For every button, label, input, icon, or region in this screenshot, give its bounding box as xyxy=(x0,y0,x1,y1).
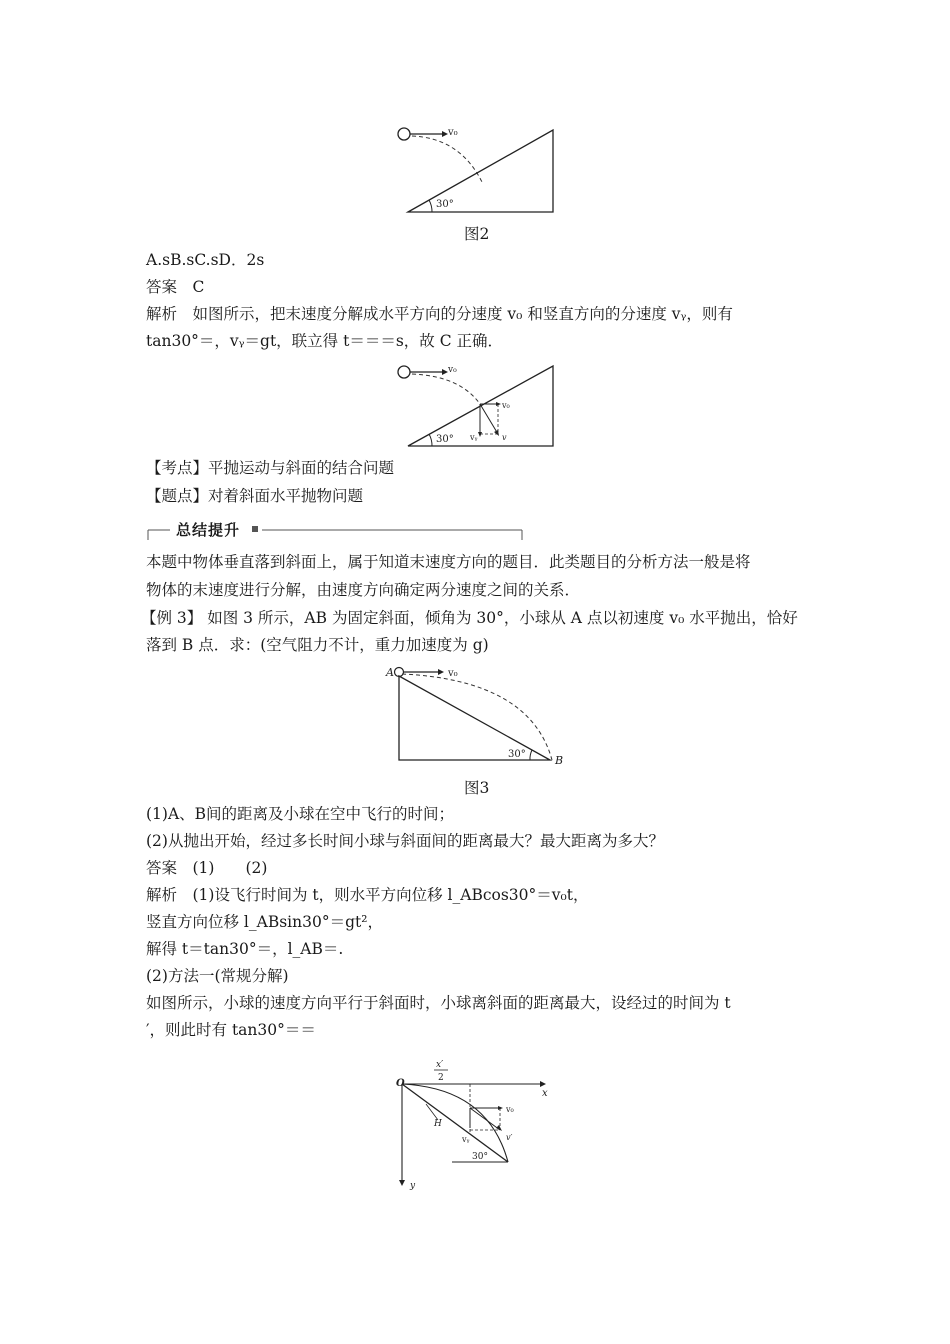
figure-2-caption: 图2 xyxy=(464,225,490,243)
answer-2: 答案 (1) (2) xyxy=(146,859,268,877)
kaodian-tag: 【考点】平抛运动与斜面的结合问题 xyxy=(146,459,395,477)
figure-3 xyxy=(380,662,570,770)
angle-label: 30° xyxy=(508,749,526,760)
y-axis-label: y xyxy=(410,1181,416,1191)
question-2: (2)从抛出开始，经过多长时间小球与斜面间的距离最大？最大距离为多大？ xyxy=(146,832,664,850)
angle-label: 30° xyxy=(472,1152,488,1162)
solution-line-5: 如图所示，小球的速度方向平行于斜面时，小球离斜面的距离最大，设经过的时间为 t xyxy=(146,994,731,1012)
solution-line-3: 解得 t＝tan30°＝，l_AB＝. xyxy=(146,940,344,958)
fraction-denominator: 2 xyxy=(438,1073,444,1083)
tidian-tag: 【题点】对着斜面水平抛物问题 xyxy=(146,487,364,505)
figure-3-caption: 图3 xyxy=(464,779,490,797)
v-prime-label: v′ xyxy=(506,1133,513,1142)
v0-label: v₀ xyxy=(448,365,457,375)
summary-title: 总结提升 xyxy=(176,521,241,539)
analysis-line-1: 解析 如图所示，把末速度分解成水平方向的分速度 v₀ 和竖直方向的分速度 vᵧ，则有 xyxy=(146,305,733,323)
solution-line-6: ′，则此时有 tan30°＝＝ xyxy=(146,1021,316,1039)
origin-label: O xyxy=(396,1078,405,1089)
example-3-line-1: 【例 3】 如图 3 所示，AB 为固定斜面，倾角为 30°，小球从 A 点以初速度 v₀ 水平抛出，恰好 xyxy=(141,609,798,627)
x-axis-label: x xyxy=(542,1088,548,1099)
solution-line-4: (2)方法一(常规分解) xyxy=(146,967,289,985)
solution-line-1: 解析 (1)设飞行时间为 t，则水平方向位移 l_ABcos30°＝v₀t， xyxy=(146,886,589,904)
fraction-numerator: x′ xyxy=(436,1060,444,1070)
analysis-line-2: tan30°＝，vᵧ＝gt，联立得 t＝＝＝s，故 C 正确． xyxy=(146,332,503,350)
angle-label: 30° xyxy=(436,434,454,445)
figure-2 xyxy=(390,120,570,220)
v0-label: v₀ xyxy=(448,668,458,679)
figure-velocity-decomposition xyxy=(390,358,570,453)
solution-line-2: 竖直方向位移 l_ABsin30°＝gt²， xyxy=(146,913,383,931)
v-label: v xyxy=(502,433,507,442)
point-a-label: A xyxy=(386,666,394,679)
v0-label: v₀ xyxy=(506,1105,514,1114)
v0-label: v₀ xyxy=(448,127,458,138)
figure-4 xyxy=(388,1058,563,1196)
vy-label: vᵧ xyxy=(462,1135,470,1144)
vy-label: vᵧ xyxy=(470,433,478,442)
summary-line-1: 本题中物体垂直落到斜面上，属于知道末速度方向的题目．此类题目的分析方法一般是将 xyxy=(146,553,751,571)
point-b-label: B xyxy=(555,754,564,767)
options-line: A.sB.sC.sD．2s xyxy=(146,251,265,269)
h-label: H xyxy=(434,1119,442,1129)
summary-line-2: 物体的末速度进行分解，由速度方向确定两分速度之间的关系． xyxy=(146,581,581,599)
question-1: (1)A、B间的距离及小球在空中飞行的时间； xyxy=(146,805,455,823)
answer-line: 答案 C xyxy=(146,278,205,296)
v0-label-2: v₀ xyxy=(502,401,510,410)
angle-label: 30° xyxy=(436,199,454,210)
example-3-line-2: 落到 B 点．求：(空气阻力不计，重力加速度为 g) xyxy=(146,636,489,654)
